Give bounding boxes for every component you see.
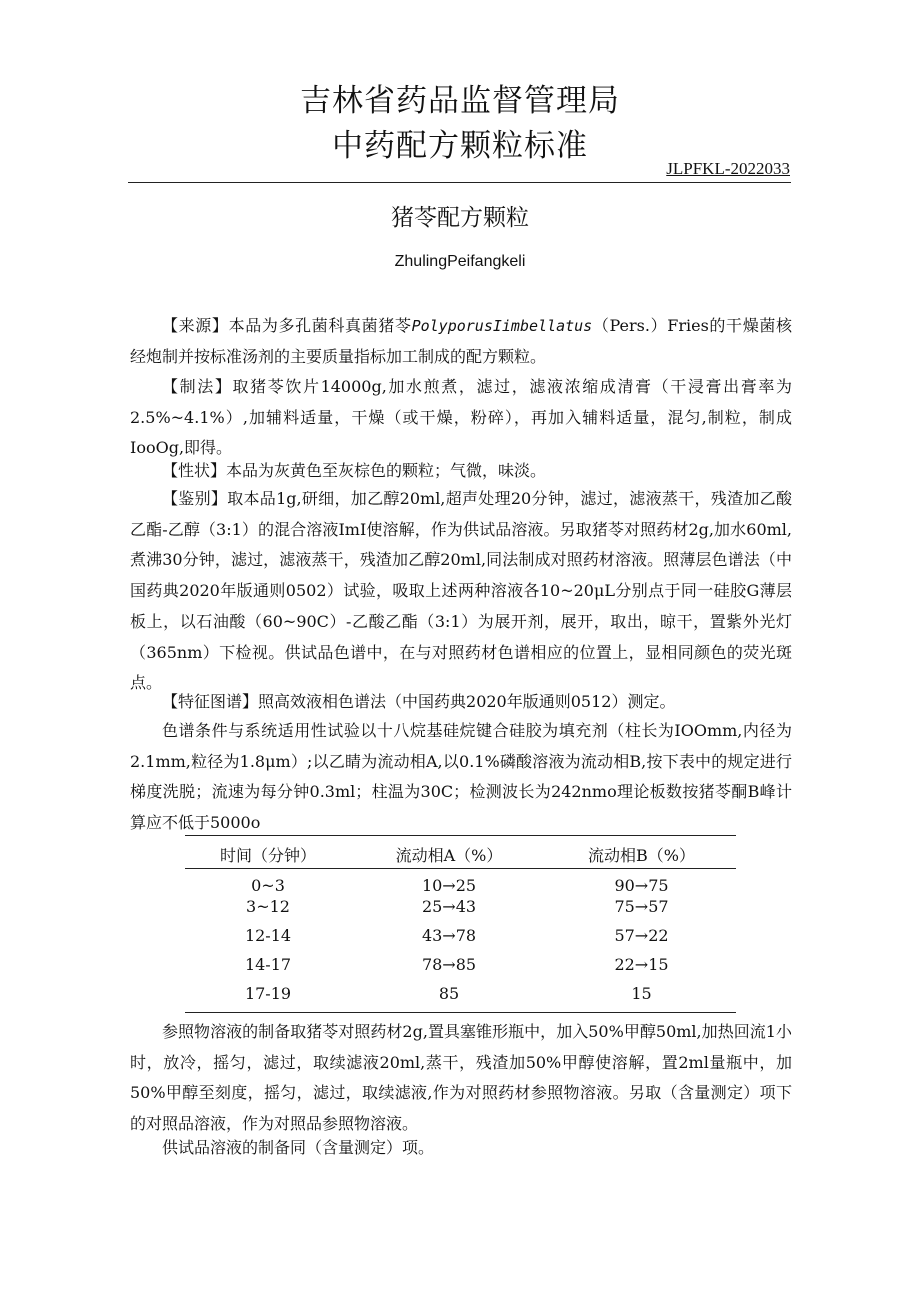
fingerprint-heading: 【特征图谱】 xyxy=(162,692,259,711)
table-bottom-rule xyxy=(185,1012,736,1013)
source-text-a: 本品为多孔菌科真菌猪苓 xyxy=(228,316,412,335)
table-cell: 15 xyxy=(631,984,652,1003)
properties-paragraph xyxy=(130,456,792,487)
source-heading: 【来源】 xyxy=(162,316,229,335)
issuer-title: 吉林省药品监督管理局 xyxy=(300,83,620,119)
chromatography-paragraph: 色谱条件与系统适用性试验以十八烷基硅烷键合硅胶为填充剂（柱长为IOOmm,内径为2.1mm,粒径为1.8μm）;以乙睛为流动相A,以0.1%磷酸溶液为流动相B,按下表中的规定进行梯度洗脱；流速为每分钟0.3ml；柱温为30C；检测波长为242nmo理论板数按猪苓酮B峰计算应不低于5000o xyxy=(130,721,792,833)
table-cell: 17-19 xyxy=(244,984,292,1003)
table-cell: 85 xyxy=(438,984,460,1003)
table-header-phase-a: 流动相A（%） xyxy=(395,846,503,865)
table-cell: 10→25 xyxy=(421,876,477,895)
standard-title: 中药配方颗粒标准 xyxy=(332,128,588,164)
table-header-phase-b: 流动相B（%） xyxy=(588,846,695,865)
table-cell: 0~3 xyxy=(251,876,285,895)
table-cell: 90→75 xyxy=(614,876,669,895)
table-cell: 22→15 xyxy=(614,955,669,974)
table-cell: 43→78 xyxy=(421,926,477,945)
table-header-time: 时间（分钟） xyxy=(219,846,316,865)
latin-name: PolyporusIimbellatus xyxy=(411,317,593,335)
source-paragraph xyxy=(130,311,792,372)
source-text-b: （Pers.）Fries的干燥菌核经炮制并按标准汤剂的主要质量指标加工制成的配方颗粒。 xyxy=(130,316,792,366)
table-top-rule xyxy=(185,835,736,836)
table-cell: 14-17 xyxy=(244,955,292,974)
properties-text: 本品为灰黄色至灰棕色的颗粒；气微，味淡。 xyxy=(226,461,547,480)
table-cell: 57→22 xyxy=(614,926,669,945)
method-paragraph xyxy=(130,372,792,464)
fingerprint-text: 照高效液相色谱法（中国药典2020年版通则0512）测定。 xyxy=(258,692,676,711)
method-heading: 【制法】 xyxy=(162,377,233,396)
table-cell: 78→85 xyxy=(421,955,477,974)
table-header-rule xyxy=(185,868,736,869)
identification-text: 取本品1g,研细，加乙醇20ml,超声处理20分钟，滤过，滤液蒸干，残渣加乙酸乙酯-乙醇（3:1）的混合溶液ImI使溶解，作为供试品溶液。另取猪苓对照药材2g,加水60ml,煮沸30分钟，滤过，滤液蒸干，残渣加乙醇20ml,同法制成对照药材溶液。照薄层色谱法（中国药典2020年版通则0502）试验，吸取上述两种溶液各10~20μL分别点于同一硅胶G薄层板上，以石油酸（60~90C）-乙酸乙酯（3:1）为展开剂，展开，取出，晾干，置紫外光灯（365nm）下检视。供试品色谱中，在与对照药材色谱相应的位置上，显相同颜色的荧光斑点。 xyxy=(130,489,792,693)
fingerprint-paragraph xyxy=(130,687,792,718)
properties-heading: 【性状】 xyxy=(162,461,227,480)
table-cell: 75→57 xyxy=(614,897,669,916)
table-cell: 12-14 xyxy=(244,926,292,945)
method-text: 取猪苓饮片14000g,加水煎煮，滤过，滤液浓缩成清膏（干浸膏出膏率为2.5%~4.1%）,加辅料适量，干燥（或干燥，粉碎），再加入辅料适量，混匀,制粒，制成IooOg,即得。 xyxy=(130,377,792,458)
drug-name: 猪苓配方颗粒 xyxy=(391,205,529,231)
reference-preparation-paragraph: 参照物溶液的制备取猪苓对照药材2g,置具塞锥形瓶中，加入50%甲醇50ml,加热回流1小时，放冷，摇匀，滤过，取续滤液20ml,蒸干，残渣加50%甲醇使溶解，置2ml量瓶中，加50%甲醇至刻度，摇匀，滤过，取续滤液,作为对照药材参照物溶液。另取（含量测定）项下的对照品溶液，作为对照品参照物溶液。 xyxy=(130,1022,792,1134)
table-cell: 3~12 xyxy=(246,897,290,916)
identification-heading: 【鉴别】 xyxy=(162,489,228,508)
identification-paragraph xyxy=(130,484,792,699)
header-divider xyxy=(128,182,791,183)
drug-pinyin: ZhulingPeifangkeli xyxy=(394,253,526,270)
table-cell: 25→43 xyxy=(421,897,477,916)
standard-code: JLPFKL-2022033 xyxy=(666,159,790,178)
test-preparation-paragraph: 供试品溶液的制备同（含量测定）项。 xyxy=(162,1138,435,1157)
